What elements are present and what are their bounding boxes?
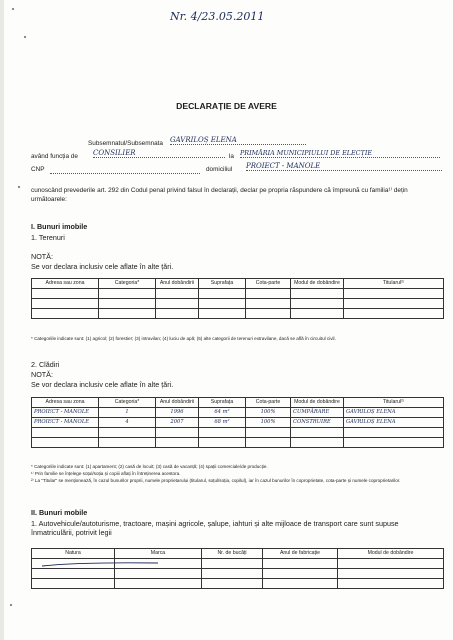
functia-value: CONSILIER	[93, 149, 225, 158]
table-row	[32, 579, 444, 589]
scan-speck	[10, 604, 12, 606]
table-row	[32, 418, 444, 428]
land-col-share: Cota-parte	[246, 279, 291, 289]
buildings-footnote-3: ²⁾ La "Titular" se menționează, în cazul bunurilor proprii, numele proprietarului (titularul, soțul/soția, copilul), iar în cazul bunurilor în coproprietate, cota-parte și numele coproprietarilor.	[31, 478, 401, 483]
land-nota-label: NOTĂ:	[31, 252, 53, 261]
cell-acquisition: CONSTRUIRE	[291, 418, 344, 428]
buildings-table-header	[32, 398, 444, 408]
la-label: la	[229, 153, 234, 160]
buildings-col-address: Adresa sau zona	[32, 398, 99, 408]
cell-address: PROIECT - MANOLE	[32, 408, 99, 418]
buildings-col-acquisition: Modul de dobândire	[291, 398, 344, 408]
land-table	[31, 278, 444, 319]
land-col-year: Anul dobândirii	[156, 279, 199, 289]
buildings-nota-text: Se vor declara inclusiv cele aflate în alte țări.	[31, 380, 174, 389]
buildings-col-category: Categoria*	[99, 398, 156, 408]
functia-label: având funcția de	[31, 153, 78, 160]
cnp-field	[50, 168, 200, 174]
intro-paragraph: cunoscând prevederile art. 292 din Codul penal privind falsul în declarații, declar pe propria răspundere că împreună cu familia¹⁾ dețin următoarele:	[31, 187, 408, 203]
cell-share: 100%	[246, 418, 291, 428]
cell-category: 4	[99, 418, 156, 428]
section-immovable-heading: I. Bunuri imobile	[31, 222, 88, 231]
subsemnatul-label: Subsemnatul/Subsemnata	[88, 140, 163, 147]
cell-year: 2007	[156, 418, 199, 428]
cell-acquisition: CUMPĂRARE	[291, 408, 344, 418]
cell-area: 64 m²	[199, 408, 246, 418]
scan-edge	[0, 0, 4, 640]
section-land-subheading: 1. Terenuri	[31, 233, 65, 242]
table-row	[32, 569, 444, 579]
vehicles-col-type: Natura	[32, 549, 115, 559]
scan-speck	[24, 36, 26, 38]
section-vehicles-subheading: 1. Autovehicule/autoturisme, tractoare, mașini agricole, șalupe, iahturi și alte mijloace de transport care sunt supuse înmatriculării, potrivit legii	[31, 519, 399, 537]
table-row	[32, 408, 444, 418]
registration-number: Nr. 4/23.05.2011	[170, 10, 265, 23]
subsemnatul-value: GAVRILOȘ ELENA	[170, 136, 306, 145]
land-table-header	[32, 279, 444, 289]
land-col-owner: Titularul²⁾	[344, 279, 444, 289]
section-buildings-subheading: 2. Clădiri	[31, 360, 60, 369]
land-nota-text: Se vor declara inclusiv cele aflate în alte țări.	[31, 262, 174, 271]
cnp-label: CNP	[31, 166, 45, 173]
scan-speck	[18, 186, 20, 188]
cell-address: PROIECT - MANOLE	[32, 418, 99, 428]
cell-owner: GAVRILOȘ ELENA	[344, 418, 444, 428]
buildings-footnote-2: ¹⁾ Prin familie se înțelege soțul/soția și copiii aflați în întreținerea acestora.	[31, 471, 181, 476]
buildings-nota-label: NOTĂ:	[31, 370, 53, 379]
page-title: DECLARAȚIE DE AVERE	[176, 101, 277, 111]
land-col-area: Suprafața	[199, 279, 246, 289]
buildings-table	[31, 397, 444, 448]
cell-year: 1996	[156, 408, 199, 418]
scan-speck	[12, 8, 14, 10]
buildings-col-area: Suprafața	[199, 398, 246, 408]
land-col-address: Adresa sau zona	[32, 279, 99, 289]
table-row	[32, 309, 444, 319]
domiciliul-label: domiciliul	[206, 166, 233, 173]
buildings-col-year: Anul dobândirii	[156, 398, 199, 408]
cell-area: 68 m²	[199, 418, 246, 428]
vehicles-table-header	[32, 549, 444, 559]
table-row	[32, 428, 444, 438]
cell-share: 100%	[246, 408, 291, 418]
land-col-acquisition: Modul de dobândire	[291, 279, 344, 289]
strike-line	[40, 558, 160, 570]
buildings-col-owner: Titularul²⁾	[344, 398, 444, 408]
table-row	[32, 438, 444, 448]
vehicles-col-acquisition: Modul de dobândire	[338, 549, 444, 559]
land-col-category: Categoria*	[99, 279, 156, 289]
vehicles-col-brand: Marca	[115, 549, 202, 559]
vehicles-col-year: Anul de fabricație	[263, 549, 338, 559]
section-movable-heading: II. Bunuri mobile	[31, 508, 88, 517]
table-row	[32, 299, 444, 309]
buildings-footnote-1: * Categoriile indicate sunt: (1) apartament; (2) casă de locuit; (3) casă de vacanță; (4) spații comerciale/de producție.	[31, 464, 268, 469]
cell-owner: GAVRILOȘ ELENA	[344, 408, 444, 418]
cell-category: 1	[99, 408, 156, 418]
domiciliul-value: PROIECT - MANOLE	[246, 162, 442, 171]
la-value: PRIMĂRIA MUNICIPIULUI DE ELECȚIE	[240, 149, 440, 158]
buildings-col-share: Cota-parte	[246, 398, 291, 408]
table-row	[32, 289, 444, 299]
land-footnote: * Categoriile indicate sunt: (1) agricol; (2) forestier; (3) intravilan; (4) luciu de apă; (5) alte categorii de terenuri extravilane, dacă se află în circuitul civil.	[31, 336, 336, 341]
vehicles-col-count: Nr. de bucăți	[202, 549, 263, 559]
